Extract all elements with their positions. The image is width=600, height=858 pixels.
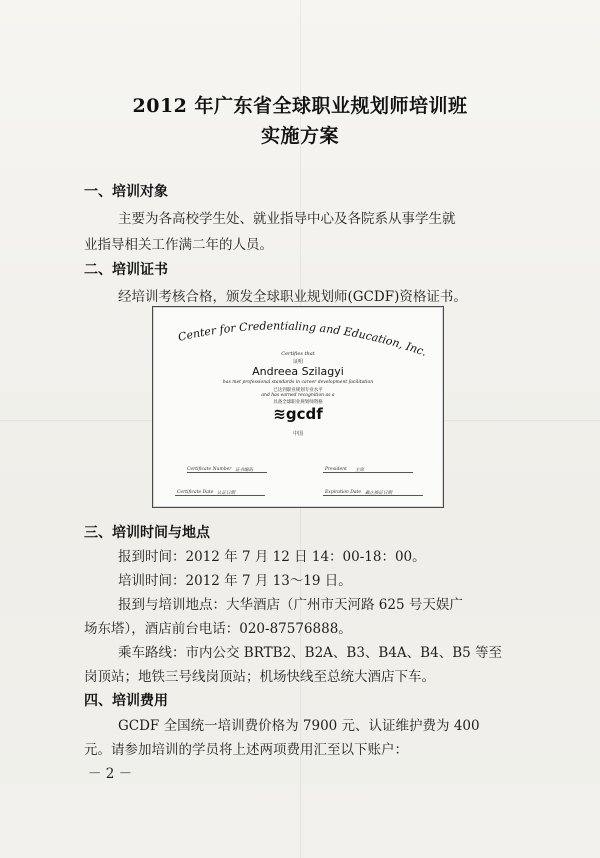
section-3-text-line: 乘车路线：市内公交 BRTB2、B2A、B3、B4A、B4、B5 等至 bbox=[118, 645, 502, 661]
certificate-date-label: Certificate Date bbox=[177, 490, 214, 495]
section-4-text-line: 元。请参加培训的学员将上述两项费用汇至以下账户： bbox=[84, 742, 408, 758]
certificate-certifies-that: Certifies that bbox=[281, 351, 315, 357]
president-label-zh: 主席 bbox=[355, 468, 364, 473]
page-number: － 2 － bbox=[88, 766, 133, 782]
certificate-country: 中国 bbox=[292, 431, 303, 437]
section-1-text-line: 业指导相关工作满二年的人员。 bbox=[84, 237, 273, 253]
document-subtitle: 实施方案 bbox=[260, 125, 339, 147]
certificate-recipient-name: Andreea Szilagyi bbox=[252, 365, 344, 378]
section-3-text-line: 场东塔），酒店前台电话：020-87576888。 bbox=[84, 621, 352, 637]
certificate-statement-zh1: 已达到职业规划专业水平 bbox=[273, 388, 323, 393]
section-2-text-line: 经培训考核合格，颁发全球职业规划师(GCDF)资格证书。 bbox=[118, 289, 467, 305]
section-1-text-line: 主要为各高校学生处、就业指导中心及各院系从事学生就 bbox=[118, 211, 456, 227]
gcdf-certificate-image bbox=[152, 306, 444, 508]
section-3-heading: 三、培训时间与地点 bbox=[84, 525, 210, 541]
certificate-date-label-zh: 认证日期 bbox=[217, 491, 235, 496]
certificate-statement-line2: and has earned recognition as a bbox=[261, 393, 335, 398]
certificate-number-label-zh: 证书编码 bbox=[235, 468, 253, 473]
gcdf-logo: ≋gcdf bbox=[273, 405, 323, 423]
document-title: 2012 年广东省全球职业规划师培训班 bbox=[132, 95, 468, 117]
signature-line bbox=[187, 472, 267, 473]
expiration-date-label-zh: 截止换证日期 bbox=[365, 491, 392, 496]
certificate-statement-zh2: 具备全球职业规划师资格 bbox=[273, 400, 323, 405]
section-2-heading: 二、培训证书 bbox=[84, 262, 168, 278]
certificate-statement-line1: has met professional standards in career development facilitation bbox=[222, 380, 374, 385]
section-3-text-line: 报到与培训地点：大华酒店（广州市天河路 625 号天娱广 bbox=[118, 597, 463, 613]
section-4-text-line: GCDF 全国统一培训费价格为 7900 元、认证维护费为 400 bbox=[118, 718, 480, 734]
section-3-text-line: 岗顶站；地铁三号线岗顶站；机场快线至总统大酒店下车。 bbox=[84, 669, 435, 685]
section-4-heading: 四、培训费用 bbox=[84, 693, 168, 709]
certificate-certifies-that-zh: 证明 bbox=[292, 359, 303, 365]
certificate-number-label: Certificate Number bbox=[187, 467, 232, 472]
president-label: President bbox=[325, 467, 347, 472]
section-3-text-line: 培训时间：2012 年 7 月 13～19 日。 bbox=[118, 573, 352, 589]
expiration-date-label: Expiration Date bbox=[325, 490, 362, 495]
section-3-text-line: 报到时间：2012 年 7 月 12 日 14：00-18：00。 bbox=[118, 549, 426, 565]
certificate-issuer: Center for Credentialing and Education, Inc. bbox=[176, 319, 429, 359]
signature-line bbox=[323, 472, 413, 473]
section-1-heading: 一、培训对象 bbox=[84, 184, 168, 200]
